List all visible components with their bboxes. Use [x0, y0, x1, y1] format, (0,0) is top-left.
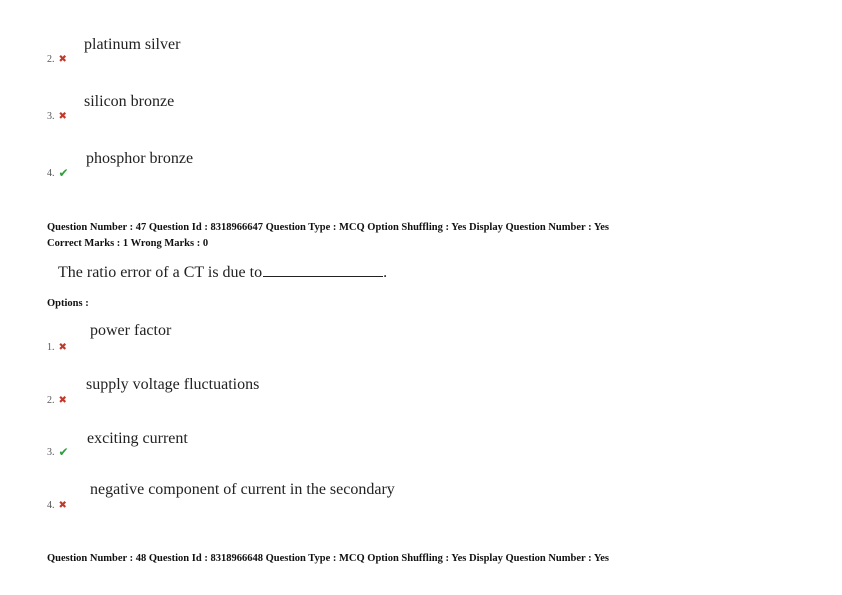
option-number-label: 3.: [47, 111, 55, 122]
check-icon: ✔: [58, 445, 69, 459]
answer-blank: [263, 276, 383, 277]
question-meta: Question Number : 48 Question Id : 8318966648 Question Type : MCQ Option Shuffling : Yes Display Question Number : Yes: [47, 553, 610, 564]
question-text-end: .: [383, 264, 388, 281]
option-number: [47, 167, 69, 179]
option-number: [47, 111, 67, 122]
option-number: [47, 500, 67, 511]
option-text: power factor: [90, 322, 172, 339]
option-text: exciting current: [87, 430, 188, 447]
check-icon: ✔: [58, 166, 69, 180]
options-label: Options :: [47, 298, 89, 309]
question-meta: Question Number : 47 Question Id : 8318966647 Question Type : MCQ Option Shuffling : Yes Display Question Number : Yes: [47, 222, 610, 233]
option-number-label: 4.: [47, 500, 55, 511]
option-number-label: 2.: [47, 395, 55, 406]
option-number: [47, 54, 67, 65]
option-text: phosphor bronze: [86, 150, 194, 167]
option-number: [47, 446, 69, 458]
question-text-body: The ratio error of a CT is due to: [58, 264, 263, 281]
option-number-label: 4.: [47, 167, 55, 179]
option-text: negative component of current in the secondary: [90, 481, 395, 498]
option-number-label: 2.: [47, 54, 55, 65]
cross-icon: ✖: [58, 394, 67, 406]
cross-icon: ✖: [58, 499, 67, 511]
option-number: [47, 395, 67, 406]
question-text: [58, 264, 387, 282]
cross-icon: ✖: [58, 110, 67, 122]
option-text: supply voltage fluctuations: [86, 376, 260, 393]
option-number-label: 1.: [47, 342, 55, 353]
question-marks: Correct Marks : 1 Wrong Marks : 0: [47, 238, 209, 249]
cross-icon: ✖: [58, 341, 67, 353]
option-text: silicon bronze: [84, 93, 175, 110]
option-number-label: 3.: [47, 446, 55, 458]
option-text: platinum silver: [84, 36, 181, 53]
cross-icon: ✖: [58, 53, 67, 65]
option-number: [47, 342, 67, 353]
